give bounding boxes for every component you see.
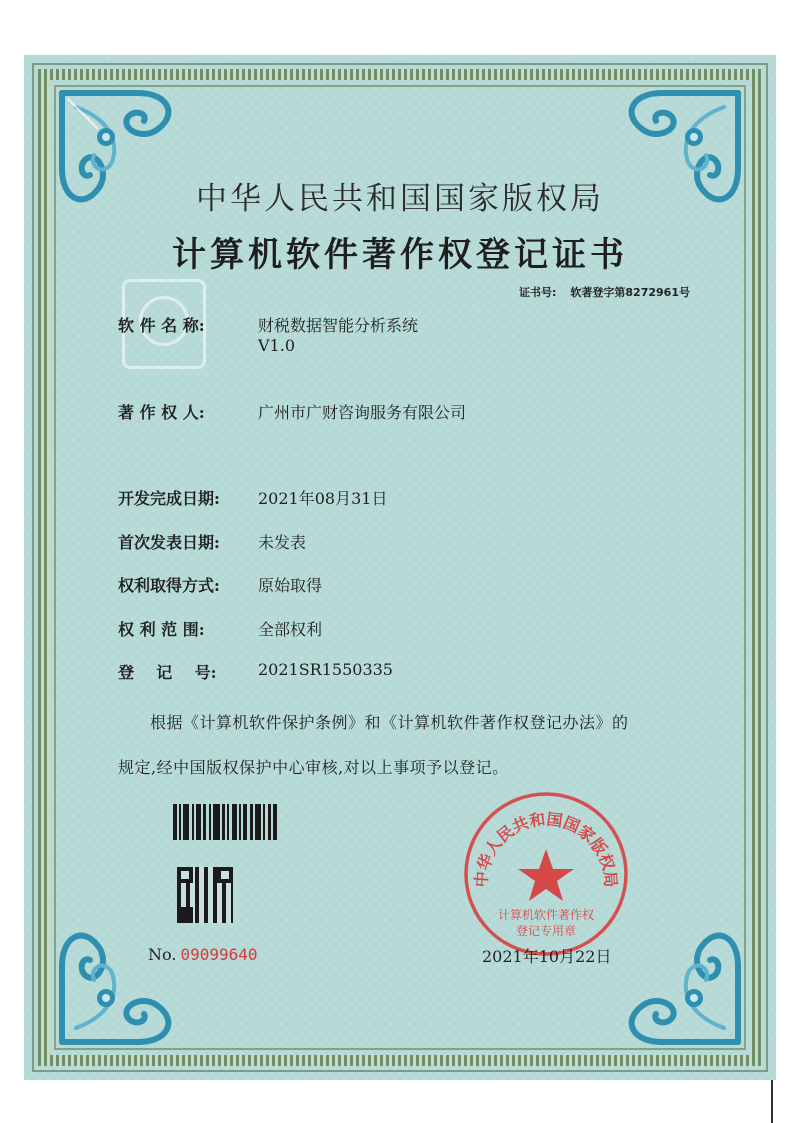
statement-line-1: 根据《计算机软件保护条例》和《计算机软件著作权登记办法》的 — [150, 713, 629, 732]
acquire-row — [118, 573, 322, 596]
software-name-label: 软 件 名 称: — [118, 316, 205, 335]
official-seal — [461, 789, 631, 959]
owner-label: 著 作 权 人: — [118, 403, 205, 422]
scope-label: 权 利 范 围: — [118, 620, 205, 639]
seal-line-2: 登记专用章 — [515, 924, 577, 938]
corner-ornament-icon — [612, 916, 742, 1046]
software-version: V1.0 — [258, 336, 295, 355]
issuing-authority: 中华人民共和国国家版权局 — [196, 181, 604, 217]
registration-number-value: 2021SR1550335 — [258, 660, 393, 679]
certificate — [24, 55, 776, 1080]
scan-edge-line — [771, 1080, 773, 1123]
certificate-number-value: 软著登字第8272961号 — [570, 286, 690, 299]
acquire-label: 权利取得方式: — [118, 576, 220, 595]
barcode — [173, 804, 301, 840]
seal-star-icon — [518, 849, 574, 901]
dev-date-row — [118, 486, 387, 509]
certificate-title: 计算机软件著作权登记证书 — [172, 235, 628, 275]
software-name-row — [118, 313, 418, 355]
pub-date-row — [118, 530, 306, 553]
seal-ring-text: 中华人民共和国国家版权局 — [471, 809, 621, 888]
corner-ornament-icon — [58, 916, 188, 1046]
registration-number-label: 登 记 号: — [118, 663, 217, 682]
certificate-number — [519, 284, 690, 300]
serial-number-label: No. — [148, 945, 177, 964]
qr-code — [177, 867, 233, 923]
dev-date-label: 开发完成日期: — [118, 489, 220, 508]
serial-number-value: 09099640 — [180, 945, 258, 964]
issue-date: 2021年10月22日 — [482, 947, 612, 966]
owner-value: 广州市广财咨询服务有限公司 — [258, 403, 467, 422]
serial-number — [148, 945, 258, 964]
registration-number-row — [118, 660, 393, 683]
certificate-number-label: 证书号: — [519, 286, 557, 299]
pub-date-value: 未发表 — [258, 533, 307, 552]
scope-row — [118, 617, 322, 640]
scope-value: 全部权利 — [258, 620, 323, 639]
acquire-value: 原始取得 — [258, 576, 323, 595]
software-name-value — [258, 313, 418, 355]
software-name: 财税数据智能分析系统 — [258, 316, 419, 335]
dev-date-value: 2021年08月31日 — [258, 489, 388, 508]
seal-line-1: 计算机软件著作权 — [497, 908, 595, 922]
owner-row — [118, 400, 466, 423]
pub-date-label: 首次发表日期: — [118, 533, 220, 552]
statement-line-2: 规定,经中国版权保护中心审核,对以上事项予以登记。 — [118, 758, 509, 777]
